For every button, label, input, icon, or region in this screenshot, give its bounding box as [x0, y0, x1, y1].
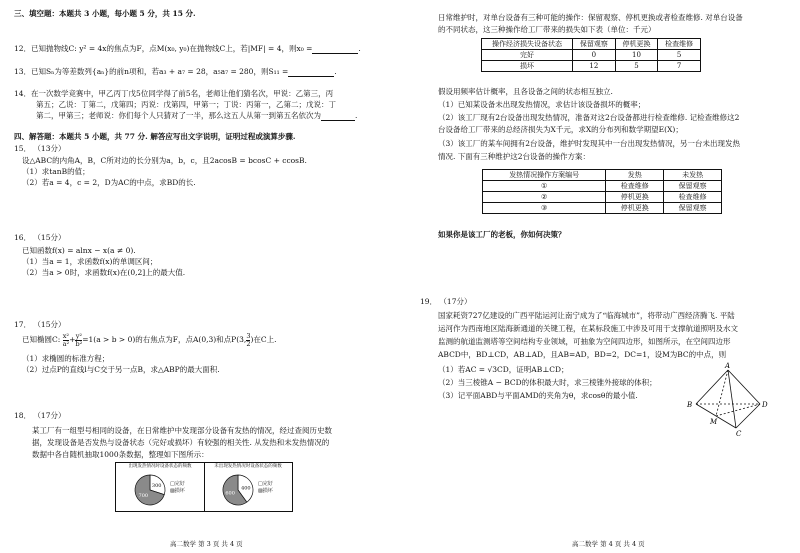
exam-page-right	[400, 0, 800, 553]
pie-chart-title-hot: 出现发热情况时设备状态的频数	[128, 464, 192, 469]
question-12-text: 12．已知抛物线C: y² = 4x的焦点为F，点M(x₀, y₀)在抛物线C上，若|MF| = 4，则x₀ =	[14, 44, 313, 53]
answer-blank-13	[288, 68, 334, 77]
vertex-label-m: M	[710, 418, 718, 426]
q18-part-2-line-2: 台设备给工厂带来的总经济损失为X千元，求X的分布列和数学期望E(X)；	[438, 125, 683, 134]
question-14-line-2: 第五；乙说：丁第二，戊第四；丙说：戊第四，甲第一；丁说：丙第一，乙第二；戊说：丁	[36, 100, 336, 109]
question-14-line-3-text: 第二，甲第三；老师说：你们每个人只猜对了一半，那么这五人从第一到第五名依次为	[36, 111, 321, 120]
question-19-line-1: 国家耗资727亿建设的广西平陆运河让南宁成为了“临海城市”，将带动广西经济腾飞. 平陆	[438, 311, 735, 320]
table-row	[483, 203, 722, 214]
table-row	[482, 61, 701, 72]
table-header-cell: 检查维修	[658, 39, 701, 50]
table-header-cell: 停机更换	[615, 39, 658, 50]
vertex-label-d: D	[762, 401, 768, 409]
pie-charts-container	[115, 462, 293, 512]
pie-chart-cold	[218, 473, 258, 507]
question-15-head: 15． （13分）	[14, 144, 66, 153]
legend-good: □完好	[258, 481, 273, 487]
answer-blank-14	[321, 111, 358, 121]
question-19-line-3: 监测的航道监测塔等空间结构专业领域，可抽象为空间四边形，如图所示，在空间四边形	[438, 337, 731, 346]
table-cell: ②	[483, 192, 606, 203]
table-row	[482, 50, 701, 61]
table-header-row	[483, 170, 722, 181]
question-19-part-1: （1）若AC = √3CD，证明AB⊥CD；	[438, 365, 569, 374]
question-16-head: 16． （15分）	[14, 233, 66, 242]
question-13: 13．已知Sₙ为等差数列{aₙ}的前n项和，若a₃ + a₇ = 28，a₅a₇ = 280，则S₁₁ = .	[14, 67, 337, 76]
pie-value-label: 400	[241, 485, 251, 492]
question-16-stem: 已知函数f(x) = alnx − x(a ≠ 0).	[22, 246, 136, 255]
table-cell: 完好	[482, 50, 573, 61]
table-header-cell: 发热情况操作方案编号	[483, 170, 606, 181]
table-cell: 停机更换	[606, 203, 664, 214]
table-cell: 5	[658, 50, 701, 61]
page-footer-right: 高二数学 第 4 页 共 4 页	[572, 540, 645, 548]
question-18-line-1: 某工厂有一组型号相同的设备，在日常维护中发现部分设备有发热的情况，经过查阅历史数	[32, 426, 332, 435]
loss-table	[481, 38, 701, 72]
q17-stem-b: =1(a > b > 0)的右焦点为F，点A(0,3)和点P(3,	[82, 335, 247, 344]
question-14-line-1: 14．在一次数学竞赛中，甲乙丙丁戊5位同学得了前5名，老师让他们猜名次，甲说：乙第三，丙	[14, 89, 334, 98]
pie-legend-cold	[258, 481, 273, 495]
section-title-answer: 四、解答题：本题共 5 小题，共 77 分. 解答应写出文字说明，证明过程或演算步骤.	[14, 132, 296, 141]
table-cell: 10	[615, 50, 658, 61]
table-cell: 12	[573, 61, 616, 72]
pie-value-label: 300	[151, 483, 162, 490]
table-cell: 检查维修	[664, 192, 722, 203]
question-19-part-2: （2）当三棱锥A − BCD的体积最大时，求三棱锥外接球的体积；	[438, 378, 657, 387]
q18-part-3-line-1: （3）该工厂的某车间拥有2台设备，维护时发现其中一台出现发热情况，另一台未出现发热	[438, 139, 741, 148]
question-13-text: 13．已知Sₙ为等差数列{aₙ}的前n项和，若a₃ + a₇ = 28，a₅a₇ = 280，则S₁₁ =	[14, 67, 289, 76]
q18-part-3-line-2: 情况. 下面有三种维护这2台设备的操作方案：	[438, 152, 591, 161]
q18-continued-line-1: 日常维护时，对单台设备有三种可能的操作：保留观察、停机更换或者检查维修. 对单台设备	[438, 13, 743, 22]
legend-bad: ▨损坏	[170, 488, 185, 494]
table-header-row	[482, 39, 701, 50]
q18-continued-line-2: 的不同状态，这三种操作给工厂带来的损失如下表（单位：千元）	[438, 25, 656, 34]
table-header-cell: 操作经济损失设备状态	[482, 39, 573, 50]
table-cell: 0	[573, 50, 616, 61]
q17-frac-x: $\frac{\text{x²}}{\text{a²}}$	[62, 332, 70, 348]
table-cell: 7	[658, 61, 701, 72]
pie-chart-hot	[130, 473, 170, 507]
pie-chart-panel-cold	[204, 463, 292, 511]
question-19-line-4: ABCD中，BD⊥CD，AB⊥AD，且AB=AD，BD=2，DC=1，设M为BC的中点，则	[438, 350, 727, 359]
pie-chart-title-cold: 未出现发热情况时设备状态的频数	[214, 464, 282, 469]
vertex-label-c: C	[736, 430, 742, 438]
table-cell: 保留观察	[664, 203, 722, 214]
answer-blank-12	[312, 45, 358, 54]
table-cell: 检查维修	[606, 181, 664, 192]
table-cell: 损坏	[482, 61, 573, 72]
q18-part-1: （1）已知某设备未出现发热情况，求估计该设备损坏的概率；	[438, 100, 646, 109]
question-14-line-3	[36, 110, 357, 121]
tetrahedron-figure	[686, 360, 770, 438]
table-cell: ①	[483, 181, 606, 192]
question-12: 12．已知抛物线C: y² = 4x的焦点为F，点M(x₀, y₀)在抛物线C上，若|MF| = 4，则x₀ = .	[14, 44, 361, 53]
pie-value-label: 700	[138, 492, 149, 499]
page-footer-left: 高二数学 第 3 页 共 4 页	[170, 540, 243, 548]
question-19-line-2: 运河作为西南地区陆海新通道的关键工程，在某标段施工中涉及可用于支撑航道照明及水文	[438, 324, 738, 333]
table-cell: 5	[615, 61, 658, 72]
q17-stem-a: 已知椭圆C:	[22, 335, 61, 344]
table-cell: 保留观察	[664, 181, 722, 192]
question-17-part-2: （2）过点P的直线l与C交于另一点B，求△ABP的最大面积.	[22, 365, 220, 374]
table-row	[483, 181, 722, 192]
question-16-part-1: （1）当a = 1，求函数f(x)的单调区间；	[22, 257, 158, 266]
question-18-line-3: 数据中各自随机抽取1000条数据，整理如下图所示：	[32, 450, 209, 459]
table-header-cell: 未发热	[664, 170, 722, 181]
question-18-line-2: 据，发现设备是否发热与设备状态（完好或损坏）有较强的相关性. 从发热和未发热情况的	[32, 438, 330, 447]
question-15-part-2: （2）若a = 4，c = 2，D为AC的中点，求BD的长.	[22, 178, 196, 187]
question-19-head: 19． （17分）	[420, 297, 472, 306]
table-cell: 停机更换	[606, 192, 664, 203]
assumption-text: 假设用频率估计概率，且各设备之间的状态相互独立.	[438, 87, 613, 96]
question-17-stem: 已知椭圆C: $\frac{\text{x²}}{\text{a²}}$ + $\frac{\text{y²}}{\text{b²}}$ =1(a > b > 0)的右焦点为F，点A(0,3)和点P(3, $\frac{3}{2}$ )在C上.	[22, 332, 277, 348]
question-19-part-3: （3）记平面ABD与平面AMD的夹角为θ，求cosθ的最小值.	[438, 391, 638, 400]
question-17-head: 17． （15分）	[14, 320, 66, 329]
table-row	[483, 192, 722, 203]
vertex-label-a: A	[725, 362, 731, 370]
q17-frac-p: $\frac{3}{2}$	[246, 332, 251, 348]
question-14-end: .	[355, 111, 358, 120]
table-cell: ③	[483, 203, 606, 214]
question-15-part-1: （1）求tanB的值；	[22, 167, 90, 176]
question-15-stem: 设△ABC的内角A，B，C所对边的长分别为a，b，c，且2acosB = bcosC + ccosB.	[22, 156, 307, 165]
pie-legend-hot	[170, 481, 185, 495]
pie-value-label: 600	[225, 490, 235, 497]
question-17-part-1: （1）求椭圆的标准方程；	[22, 354, 110, 363]
plan-table	[482, 169, 722, 214]
legend-bad: ▨损坏	[258, 488, 273, 494]
q17-frac-y: $\frac{\text{y²}}{\text{b²}}$	[75, 332, 83, 348]
q17-stem-c: )在C上.	[250, 335, 277, 344]
table-header-cell: 发热	[606, 170, 664, 181]
table-header-cell: 保留观察	[573, 39, 616, 50]
question-16-part-2: （2）当a > 0时，求函数f(x)在(0,2]上的最大值.	[22, 268, 186, 277]
pie-chart-panel-hot	[116, 463, 205, 511]
vertex-label-b: B	[687, 401, 693, 409]
section-title-fill-blank: 三、填空题：本题共 3 小题，每小题 5 分，共 15 分.	[14, 9, 196, 18]
question-18-head: 18． （17分）	[14, 411, 66, 420]
q18-part-2-line-1: （2）该工厂现有2台设备出现发热情况，准备对这2台设备都进行检查维修. 记检查维修这2	[438, 113, 740, 122]
legend-good: □完好	[170, 481, 185, 487]
decision-question: 如果你是该工厂的老板，你如何决策？	[438, 230, 566, 239]
